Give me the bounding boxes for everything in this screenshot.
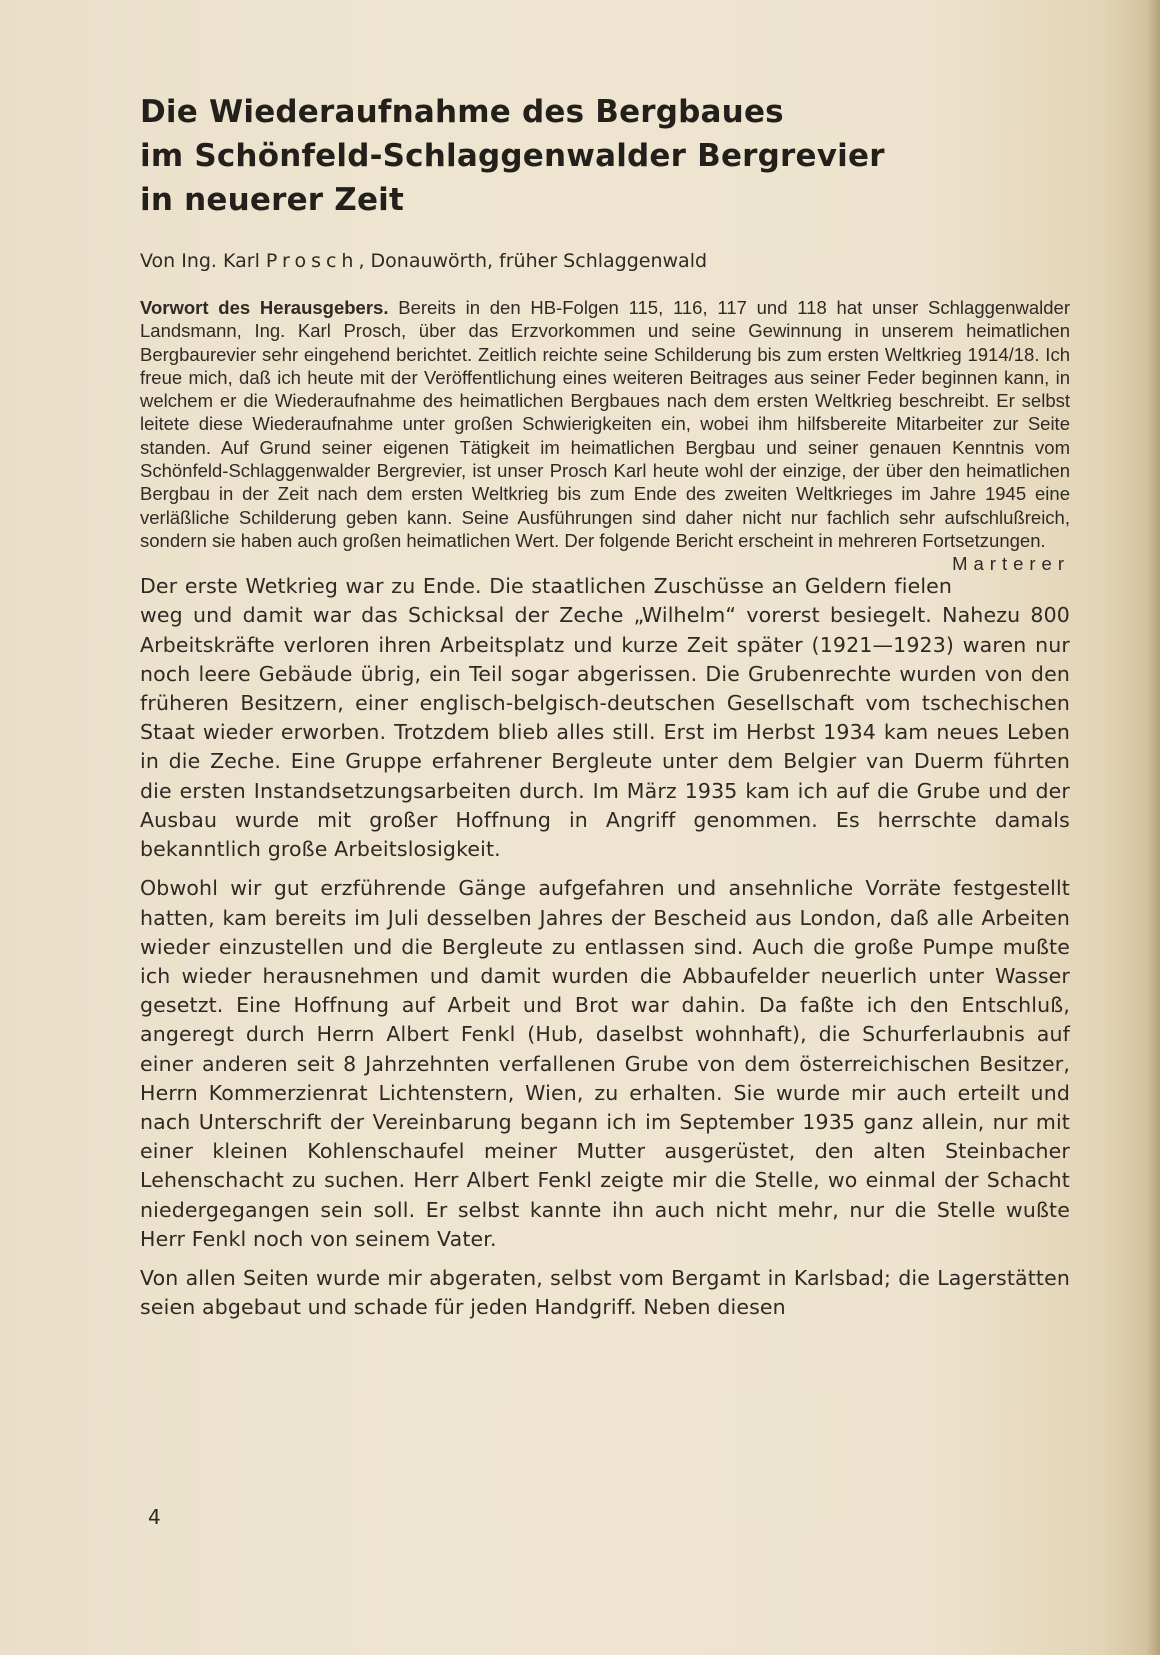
editor-signature: Marterer — [952, 553, 1070, 575]
author-prefix: Von Ing. Karl — [140, 250, 266, 272]
foreword-label: Vorwort des Herausgebers. — [140, 297, 389, 318]
editor-foreword — [140, 296, 1070, 575]
article-body — [140, 572, 1070, 1322]
title-line-1: Die Wiederaufnahme des Bergbaues — [140, 94, 784, 130]
page-edge-shadow — [1146, 0, 1160, 1655]
article — [140, 90, 1070, 1332]
paragraph-2: Obwohl wir gut erzführende Gänge aufgefahren und ansehnliche Vorräte festgestellt hatten, kam bereits im Juli desselben Jahres der Bescheid aus London, daß alle Arbeiten wieder einzustellen und die Bergleute zu entlassen sind. Auch die große Pumpe mußte ich wieder herausnehmen und damit wurden die Abbaufelder neuerlich unter Wasser gesetzt. Eine Hoffnung auf Arbeit und Brot war dahin. Da faßte ich den Entschluß, angeregt durch Herrn Albert Fenkl (Hub, daselbst wohnhaft), die Schurferlaubnis auf einer anderen seit 8 Jahrzehnten verfallenen Grube von dem österreichischen Besitzer, Herrn Kommerzienrat Lichtenstern, Wien, zu erhalten. Sie wurde mir auch erteilt und nach Unterschrift der Vereinbarung begann ich im September 1935 ganz allein, nur mit einer kleinen Kohlenschaufel meiner Mutter ausgerüstet, den alten Steinbacher Lehenschacht zu suchen. Herr Albert Fenkl zeigte mir die Stelle, wo einmal der Schacht niedergegangen sein soll. Er selbst kannte ihn auch nicht mehr, nur die Stelle wußte Herr Fenkl noch von seinem Vater. — [140, 876, 1070, 1251]
paragraph-1: Der erste Wetkrieg war zu Ende. Die staatlichen Zuschüsse an Geldern fielen weg und damit war das Schicksal der Zeche „Wilhelm“ vorerst besiegelt. Nahezu 800 Arbeitskräfte verloren ihren Arbeitsplatz und kurze Zeit später (1921—1923) waren nur noch leere Gebäude übrig, ein Teil sogar abgerissen. Die Grubenrechte wurden von den früheren Besitzern, einer englisch-belgisch-deutschen Gesellschaft vom tschechischen Staat wieder erworben. Trotzdem blieb alles still. Erst im Herbst 1934 kam neues Leben in die Zeche. Eine Gruppe erfahrener Bergleute unter dem Belgier van Duerm führten die ersten Instandsetzungsarbeiten durch. Im März 1935 kam ich auf die Grube und der Ausbau wurde mit großer Hoffnung in Angriff genommen. Es herrschte damals bekanntlich große Arbeitslosigkeit. — [140, 574, 1070, 862]
author-suffix: , Donauwörth, früher Schlaggenwald — [358, 250, 708, 272]
title-line-3: in neuerer Zeit — [140, 182, 405, 218]
author-name: Prosch — [265, 250, 359, 272]
foreword-text: Bereits in den HB-Folgen 115, 116, 117 und 118 hat unser Schlaggenwalder Landsmann, Ing. Karl Prosch, über das Erzvorkommen und seine Gewinnung in unserem heimatlichen Bergbaurevier sehr eingehend berichtet. Zeitlich reichte seine Schilderung bis zum ersten Weltkrieg 1914/18. Ich freue mich, daß ich heute mit der Veröffentlichung eines weiteren Beitrages aus seiner Feder beginnen kann, in welchem er die Wiederaufnahme des heimatlichen Bergbaues nach dem ersten Weltkrieg beschreibt. Er selbst leitete diese Wiederaufnahme unter großen Schwierigkeiten ein, wobei ihm hilfsbereite Mitarbeiter zur Seite standen. Auf Grund seiner eigenen Tätigkeit im heimatlichen Bergbau und seiner genauen Kenntnis vom Schönfeld-Schlaggenwalder Bergrevier, ist unser Prosch Karl heute wohl der einzige, der über den heimatlichen Bergbau in der Zeit nach dem ersten Weltkrieg bis zum Ende des zweiten Weltkrieges im Jahre 1945 eine verläßliche Schilderung geben kann. Seine Ausführungen sind daher nicht nur fachlich sehr aufschlußreich, sondern sie haben auch großen heimatlichen Wert. Der folgende Bericht erscheint in mehreren Fortsetzungen. — [140, 297, 1070, 551]
page-number: 4 — [148, 1505, 161, 1529]
title-line-2: im Schönfeld-Schlaggenwalder Bergrevier — [140, 138, 885, 174]
author-line — [140, 248, 1070, 274]
article-title — [140, 90, 1070, 222]
paragraph-3: Von allen Seiten wurde mir abgeraten, selbst vom Bergamt in Karlsbad; die Lagerstätten seien abgebaut und schade für jeden Handgriff. Neben diesen — [140, 1265, 1070, 1320]
